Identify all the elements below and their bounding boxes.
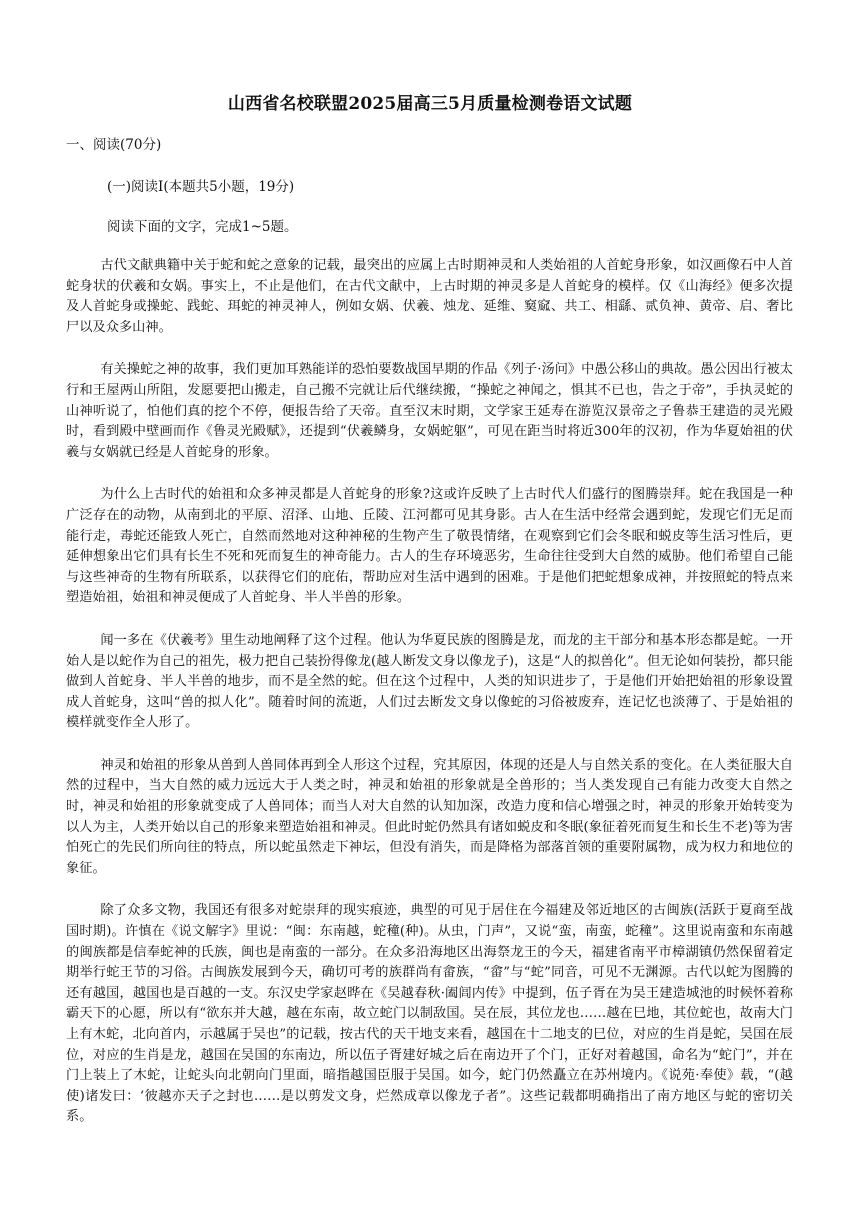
paragraph-5: 神灵和始祖的形象从兽到人兽同体再到全人形这个过程，究其原因，体现的还是人与自然关系的变化。在人类征服大自然的过程中，当大自然的威力远远大于人类之时，神灵和始祖的形象就是全兽形的；当人类发现自己有能力改变大自然之时，神灵和始祖的形象就变成了人兽同体；而当人对大自然的认知加深，改造力度和信心增强之时，神灵的形象开始转变为以人为主，人类开始以自己的形象来塑造始祖和神灵。但此时蛇仍然具有诸如蜕皮和冬眠(象征着死而复生和长生不老)等为害怕死亡的先民们所向往的特点，所以蛇虽然走下神坛，但没有消失，而是降格为部落首领的重要附属物，成为权力和地位的象征。: [66, 757, 793, 876]
section-heading: 一、阅读(70分): [66, 137, 162, 153]
paragraph-2: 有关操蛇之神的故事，我们更加耳熟能详的恐怕要数战国早期的作品《列子·汤问》中愚公移山的典故。愚公因出行被太行和王屋两山所阻，发愿要把山搬走，自己搬不完就让后代继续搬，“操蛇之神闻之，惧其不已也，告之于帝”，手执灵蛇的山神听说了，怕他们真的挖个不停，便报告给了天帝。直至汉末时期，文学家王延寿在游览汉景帝之子鲁恭王建造的灵光殿时，看到殿中壁画而作《鲁灵光殿赋》，还提到“伏羲鳞身，女娲蛇躯”，可见在距当时将近300年的汉初，作为华夏始祖的伏羲与女娲就已经是人首蛇身的形象。: [66, 362, 793, 460]
page-title: 山西省名校联盟2025届高三5月质量检测卷语文试题: [227, 94, 633, 114]
reading-instruction: 阅读下面的文字，完成1~5题。: [107, 219, 298, 235]
paragraph-3: 为什么上古时代的始祖和众多神灵都是人首蛇身的形象?这或许反映了上古时代人们盛行的图腾崇拜。蛇在我国是一种广泛存在的动物，从南到北的平原、沼泽、山地、丘陵、江河都可见其身影。古人在生活中经常会遇到蛇，发现它们无足而能行走，毒蛇还能致人死亡，自然而然地对这种神秘的生物产生了敬畏情绪，在观察到它们会冬眠和蜕皮等生活习性后，更延伸想象出它们具有长生不死和死而复生的神奇能力。古人的生存环境恶劣，生命往往受到大自然的威胁。他们希望自己能与这些神奇的生物有所联系，以获得它们的庇佑，帮助应对生活中遇到的困难。于是他们把蛇想象成神，并按照蛇的特点来塑造始祖，始祖和神灵便成了人首蛇身、半人半兽的形象。: [66, 487, 793, 606]
paragraph-4: 闻一多在《伏羲考》里生动地阐释了这个过程。他认为华夏民族的图腾是龙，而龙的主干部分和基本形态都是蛇。一开始人是以蛇作为自己的祖先，极力把自己装扮得像龙(越人断发文身以像龙子)，这是“人的拟兽化”。但无论如何装扮，都只能做到人首蛇身、半人半兽的地步，而不是全然的蛇。但在这个过程中，人类的知识进步了，于是他们开始把始祖的形象设置成人首蛇身，这叫“兽的拟人化”。随着时间的流逝，人们过去断发文身以像蛇的习俗被废弃，连记忆也淡薄了、于是始祖的模样就变作全人形了。: [66, 632, 793, 731]
reading-passage: [66, 256, 793, 1150]
paragraph-6: 除了众多文物，我国还有很多对蛇崇拜的现实痕迹，典型的可见于居住在今福建及邻近地区的古闽族(活跃于夏商至战国时期)。许慎在《说文解字》里说：“闽：东南越，蛇穜(种)。从虫，门声”，又说“蛮，南蛮，蛇穜”。这里说南蛮和东南越的闽族都是信奉蛇神的氏族，闽也是南蛮的一部分。在众多沿海地区出海祭龙王的今天，福建省南平市樟湖镇仍然保留着定期举行蛇王节的习俗。古闽族发展到今天，确切可考的族群尚有畲族，“畲”与“蛇”同音，可见不无渊源。古代以蛇为图腾的还有越国，越国也是百越的一支。东汉史学家赵晔在《吴越春秋·阖闾内传》中提到，伍子胥在为吴王建造城池的时候怀着称霸天下的心愿，所以有“欲东并大越，越在东南，故立蛇门以制敌国。吴在辰，其位龙也……越在巳地，其位蛇也，故南大门上有木蛇，北向首内，示越属于吴也”的记载，按古代的天干地支来看，越国在十二地支的巳位，对应的生肖是蛇，吴国在辰位，对应的生肖是龙，越国在吴国的东南边，所以伍子胥建好城之后在南边开了个门，正好对着越国，命名为“蛇门”，并在门上装上了木蛇，让蛇头向北朝向门里面，暗指越国臣服于吴国。如今，蛇门仍然矗立在苏州境内。《说苑·奉使》载，“(越使)诸发曰：‘彼越亦天子之封也……是以剪发文身，烂然成章以像龙子者”。这些记载都明确指出了南方地区与蛇的密切关系。: [66, 903, 793, 1125]
subsection-heading: (一)阅读Ⅰ(本题共5小题，19分): [107, 179, 295, 195]
paragraph-1: 古代文献典籍中关于蛇和蛇之意象的记载，最突出的应属上古时期神灵和人类始祖的人首蛇身形象，如汉画像石中人首蛇身状的伏羲和女娲。事实上，不止是他们，在古代文献中，上古时期的神灵多是人首蛇身的模样。仅《山海经》便多次提及人首蛇身或操蛇、践蛇、珥蛇的神灵神人，例如女娲、伏羲、烛龙、延维、窫窳、共工、相繇、贰负神、黄帝、启、奢比尸以及众多山神。: [66, 258, 793, 335]
